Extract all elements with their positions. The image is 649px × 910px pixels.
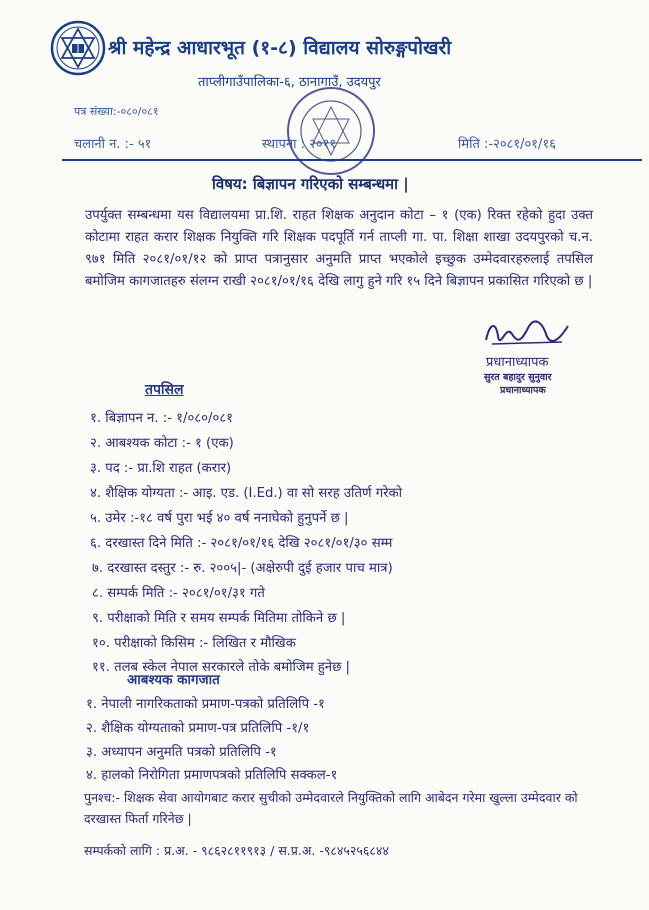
contact-numbers: सम्पर्कको लागि : प्र.अ. - ९८६२८११९१३ / स.प्र.अ. -९८४५२५६८४४ [84, 843, 389, 858]
principal-stamp-name: सुरत बहादुर सुनुवार [484, 372, 552, 383]
principal-signature [482, 318, 572, 348]
details-item: ६. दरखास्त दिने मिति :- २०८१/०१/१६ देखि २०८१/०१/३० सम्म [90, 536, 393, 551]
documents-heading: आबश्यक कागजात [127, 672, 220, 688]
header-divider [62, 159, 642, 161]
established-year: स्थापना : २०११ [262, 137, 337, 152]
dispatch-number: चलानी न. :- ५१ [74, 137, 152, 152]
details-item: ११. तलब स्केल नेपाल सरकारले तोके बमोजिम हुनेछ | [92, 660, 350, 675]
school-seal-icon [285, 85, 377, 177]
school-address: ताप्लीगाउँपालिका-६, ठानागाउँ, उदयपुर [198, 75, 381, 90]
document-item: २. शैक्षिक योग्यताको प्रमाण-पत्र प्रतिलिपि -१/१ [86, 721, 310, 736]
details-item: १. बिज्ञापन न. :- १/०८०/०८१ [90, 411, 234, 426]
details-item: ७. दरखास्त दस्तुर :- रु. २००५|- (अक्षेरुपी दुई हजार पाच मात्र) [92, 561, 393, 576]
document-item: ३. अध्यापन अनुमति पत्रको प्रतिलिपि -१ [86, 745, 277, 760]
details-item: ८. सम्पर्क मिति :- २०८१/०१/३१ गते [92, 586, 265, 601]
principal-title: प्रधानाध्यापक [486, 355, 549, 370]
details-item: ५. उमेर :-१८ वर्ष पुरा भई ४० वर्ष ननाघेको हुनुपर्ने छ | [90, 511, 349, 526]
document-item: ४. हालको निरोगिता प्रमाणपत्रको प्रतिलिपि सक्कल-१ [86, 768, 338, 783]
details-item: ४. शैक्षिक योग्यता :- आइ. एड. (I.Ed.) वा सो सरह उतिर्ण गरेको [90, 486, 403, 501]
postscript: पुनश्च:- शिक्षक सेवा आयोगबाट करार सुचीको उम्मेदवारले नियुक्तिको लागि आबेदन गरेमा खुल्ला उम्मेदवार को दरखास्त फिर्ता गरिनेछ | [84, 790, 578, 826]
letter-subject: विषय: बिज्ञापन गरिएको सम्बन्धमा | [212, 175, 409, 193]
details-item: २. आबश्यक कोटा :- १ (एक) [90, 436, 234, 451]
nepal-emblem-icon [50, 20, 106, 76]
details-item: ९. परीक्षाको मिति र समय सम्पर्क मितिमा तोकिने छ | [92, 611, 346, 626]
letter-date: मिति :-२०८१/०१/१६ [458, 137, 556, 152]
details-heading: तपसिल [145, 382, 184, 398]
document-item: १. नेपाली नागरिकताको प्रमाण-पत्रको प्रतिलिपि -१ [86, 697, 325, 712]
details-item: १०. परीक्षाको किसिम :- लिखित र मौखिक [92, 636, 296, 651]
letter-body: उपर्युक्त सम्बन्धमा यस विद्यालयमा प्रा.शि. राहत शिक्षक अनुदान कोटा – १ (एक) रिक्त रहेको हुदा उक्त कोटामा राहत करार शिक्षक नियुक्ति गरि शिक्षक पदपूर्ति गर्न ताप्ली गा. पा. शिक्षा शाखा उदयपुरको च.न. ९७१ मिति २०८१/०१/१२ को प्राप्त पत्रानुसार अनुमति प्राप्त भएकोले इच्छुक उम्मेदवारहरुलाई तपसिल बमोजिम कागजातहरु संलग्न राखी २०८१/०१/१६ देखि लागु हुने गरि १५ दिने बिज्ञापन प्रकासित गरिएको छ | [85, 208, 593, 289]
reference-number: पत्र संख्या:-०८०/०८१ [74, 105, 159, 118]
school-name: श्री महेन्द्र आधारभूत (१-८) विद्यालय सोरुङ्गपोखरी [108, 37, 452, 59]
details-item: ३. पद :- प्रा.शि राहत (करार) [90, 461, 232, 476]
principal-stamp-role: प्रधानाध्यापक [500, 385, 546, 396]
